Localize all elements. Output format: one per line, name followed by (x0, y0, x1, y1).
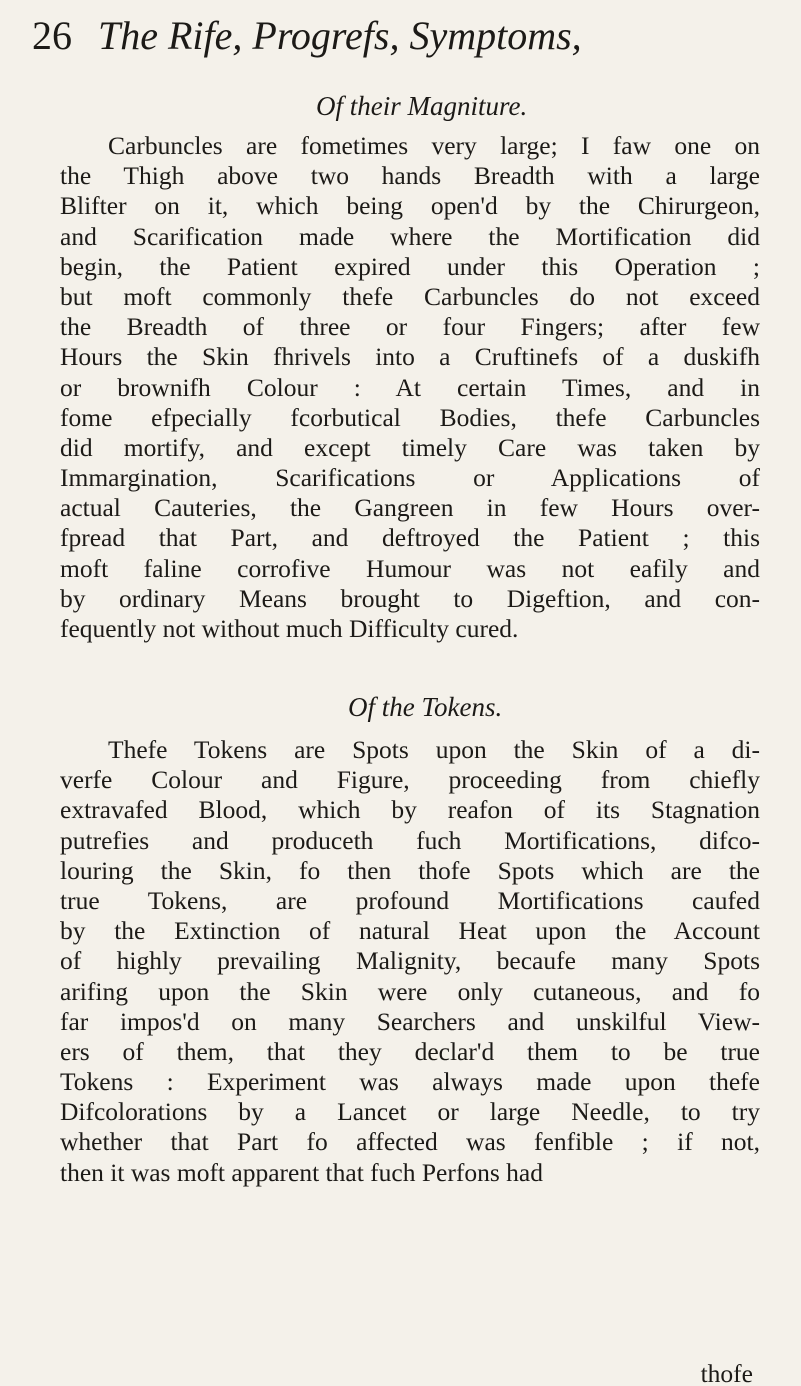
text-line: by ordinary Means brought to Digeftion, and con- (60, 583, 760, 613)
text-line: actual Cauteries, the Gangreen in few Hours over- (60, 493, 760, 523)
text-line: fequently not without much Difficulty cured. (60, 614, 519, 643)
text-line: louring the Skin, fo then thofe Spots which are the (60, 855, 760, 885)
text-line: then it was moft apparent that fuch Perfons had (60, 1157, 543, 1187)
section-body-tokens (60, 735, 760, 1188)
running-head (32, 8, 582, 64)
text-line: far impos'd on many Searchers and unskilful View- (60, 1006, 760, 1036)
text-line: by the Extinction of natural Heat upon the Account (60, 916, 760, 946)
text-line: verfe Colour and Figure, proceeding from chiefly (60, 765, 760, 795)
text-line: putrefies and produceth fuch Mortifications, difco- (60, 825, 760, 855)
text-line: Carbuncles are fometimes very large; I faw one on (108, 131, 760, 160)
text-line: Tokens : Experiment was always made upon thefe (60, 1067, 760, 1097)
section-heading-magniture: Of their Magniture. (316, 91, 528, 121)
text-line: Blifter on it, which being open'd by the Chirurgeon, (60, 191, 760, 221)
text-line: fpread that Part, and deftroyed the Patient ; this (60, 523, 760, 553)
text-line: Difcolorations by a Lancet or large Needle, to try (60, 1097, 760, 1127)
text-line: ers of them, that they declar'd them to be true (60, 1036, 760, 1066)
text-line: of highly prevailing Malignity, becaufe many Spots (60, 946, 760, 976)
catchword: thofe (700, 1359, 753, 1386)
text-line: and Scarification made where the Mortification did (60, 221, 760, 251)
text-line: the Breadth of three or four Fingers; after few (60, 312, 760, 342)
text-line: or brownifh Colour : At certain Times, and in (60, 372, 760, 402)
text-line: did mortify, and except timely Care was taken by (60, 432, 760, 462)
text-line: Immargination, Scarifications or Applications of (60, 463, 760, 493)
text-line: the Thigh above two hands Breadth with a large (60, 161, 760, 191)
text-line: Thefe Tokens are Spots upon the Skin of a di- (108, 735, 760, 764)
text-line: true Tokens, are profound Mortifications caufed (60, 885, 760, 915)
text-line: but moft commonly thefe Carbuncles do not exceed (60, 281, 760, 311)
section-body-magniture (60, 131, 760, 644)
text-line: whether that Part fo affected was fenfible ; if not, (60, 1127, 760, 1157)
section-heading-tokens: Of the Tokens. (348, 692, 503, 722)
text-line: extravafed Blood, which by reafon of its Stagnation (60, 795, 760, 825)
text-line: begin, the Patient expired under this Operation ; (60, 251, 760, 281)
text-line: moft faline corrofive Humour was not eafily and (60, 553, 760, 583)
running-head-title: The Rife, Progrefs, Symptoms, (98, 13, 582, 58)
text-line: arifing upon the Skin were only cutaneous, and fo (60, 976, 760, 1006)
text-line: fome efpecially fcorbutical Bodies, thefe Carbuncles (60, 402, 760, 432)
text-line: Hours the Skin fhrivels into a Cruftinefs of a duskifh (60, 342, 760, 372)
page-number: 26 (32, 13, 72, 58)
